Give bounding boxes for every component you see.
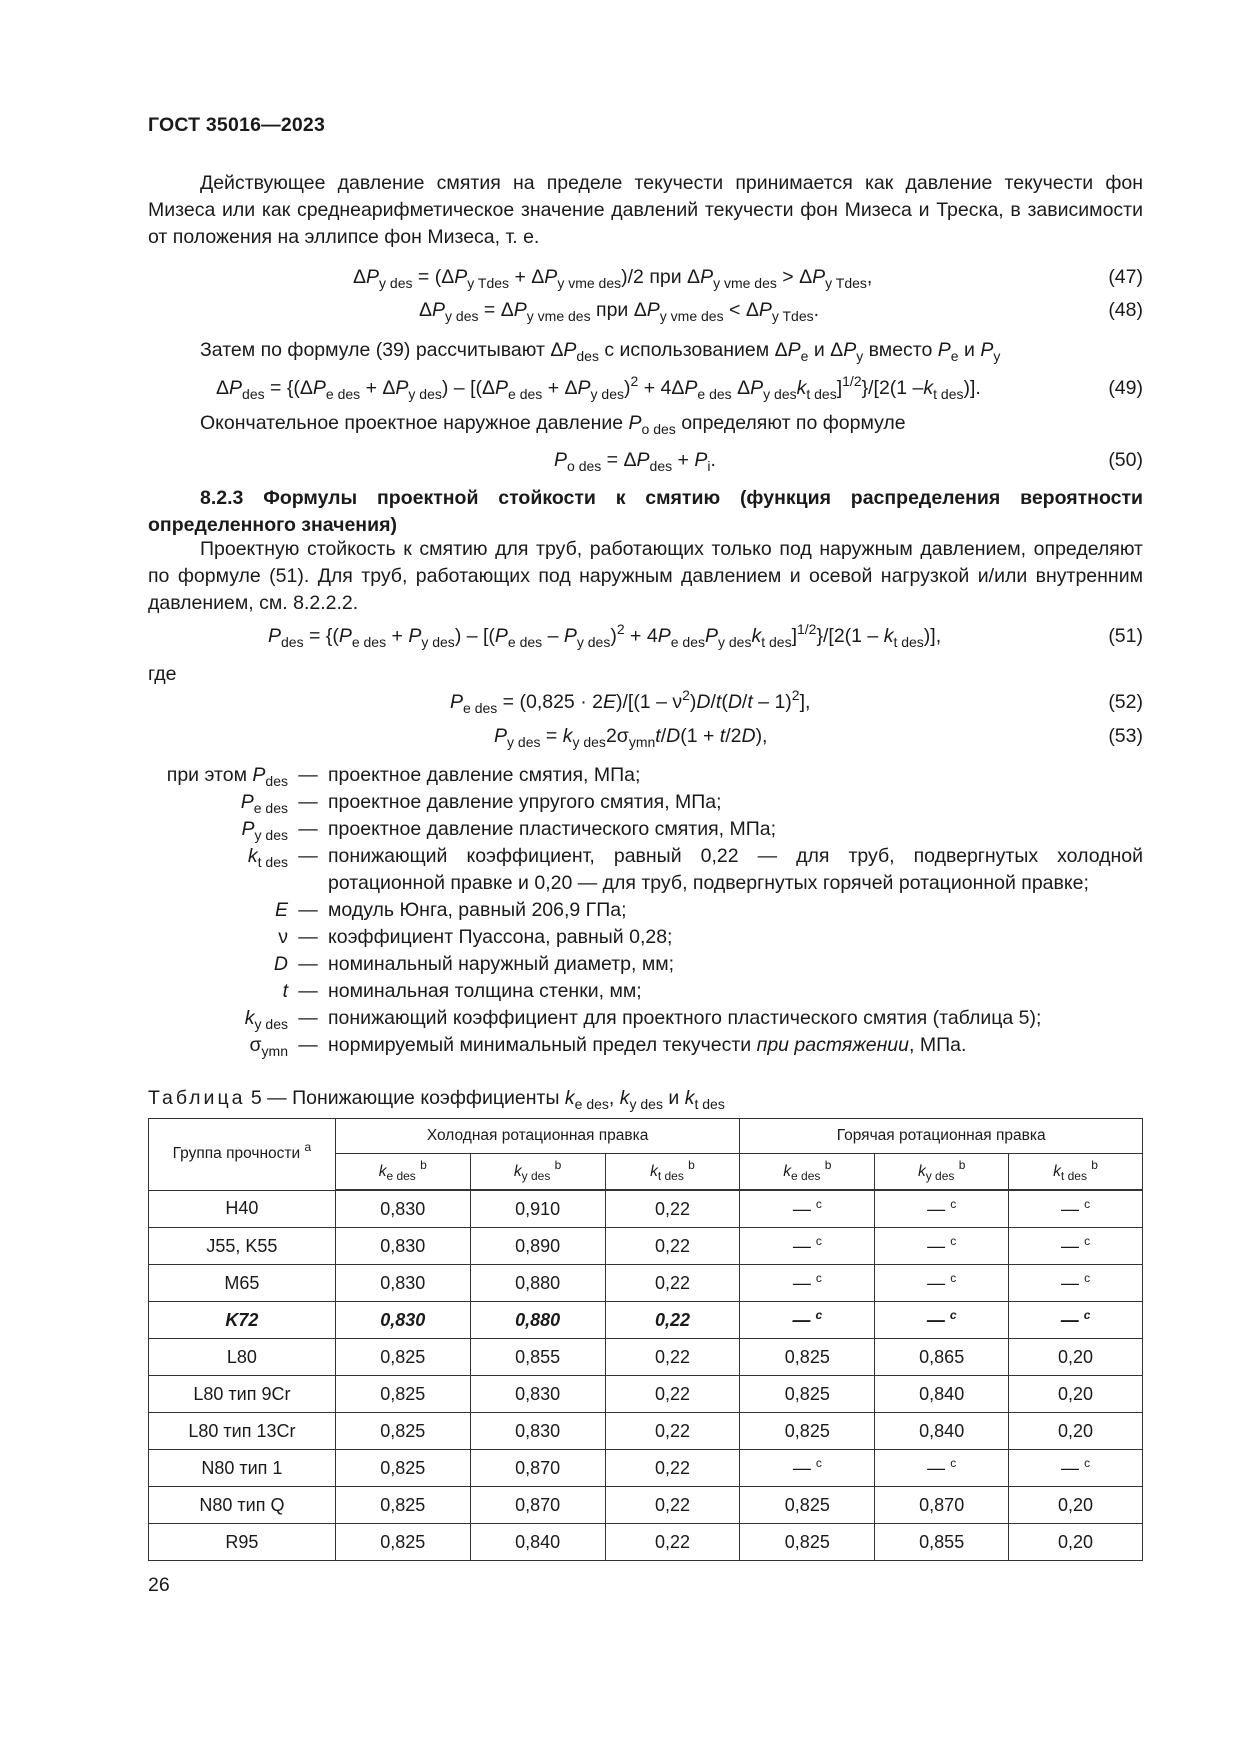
table-cell-group: M65	[149, 1265, 336, 1302]
formula-number: (51)	[1108, 625, 1143, 647]
table-cell-h2: 0,840	[875, 1376, 1009, 1413]
table-cell-group: K72	[149, 1302, 336, 1339]
table-cell-h2: 0,870	[875, 1487, 1009, 1524]
coefficients-table	[148, 1118, 1143, 1561]
table-cell-h1: — $^c$	[740, 1302, 875, 1339]
formula-number: (49)	[1108, 377, 1143, 399]
table-cell-h2: — $^c$	[875, 1265, 1009, 1302]
section-heading: 8.2.3 Формулы проектной стойкости к смятию (функция распределения вероятности определенного значения)	[148, 487, 1143, 536]
definition-text: проектное давление упругого смятия, МПа;	[328, 791, 722, 813]
table-cell-group: L80 тип 9Cr	[149, 1376, 336, 1413]
header-ke-cold: $k_{e des}$ $^b$	[335, 1154, 470, 1191]
table-cell-c1: 0,830	[335, 1265, 470, 1302]
header-ky-hot: $k_{y des}$ $^b$	[875, 1154, 1009, 1191]
table-cell-c3: 0,22	[605, 1413, 740, 1450]
then-text-d: вместо	[868, 339, 933, 361]
definition-text: проектное давление смятия, МПа;	[328, 764, 641, 786]
table-cell-c3: 0,22	[605, 1190, 740, 1228]
table-cell-c2: 0,855	[470, 1339, 605, 1376]
table-cell-group: N80 тип Q	[149, 1487, 336, 1524]
definition-text: номинальная толщина стенки, мм;	[328, 980, 642, 1002]
table-row	[149, 1524, 1143, 1561]
formula-52: $P_{e des} = (0,825 \cdot 2E)/[(1 - \nu^2)D/t(D/t - 1)^2]$, (52)	[450, 687, 1143, 716]
definition-text: коэффициент Пуассона, равный 0,28;	[328, 926, 673, 948]
definition-text: проектное давление пластического смятия, МПа;	[328, 818, 777, 840]
header-cold: Холодная ротационная правка	[335, 1119, 740, 1154]
table-cell-h3: 0,20	[1009, 1487, 1143, 1524]
definition-item: t — номинальная толщина стенки, мм;	[148, 978, 1143, 1005]
table-cell-c1: 0,825	[335, 1487, 470, 1524]
header-ke-hot: $k_{e des}$ $^b$	[740, 1154, 875, 1191]
table-cell-h3: — $^c$	[1009, 1265, 1143, 1302]
table-cell-h1: — $^c$	[740, 1228, 875, 1265]
definitions-list	[148, 762, 1143, 1059]
formula-number: (52)	[1108, 691, 1143, 713]
formula-number: (50)	[1108, 449, 1143, 471]
table-row	[149, 1487, 1143, 1524]
table-cell-c3: 0,22	[605, 1376, 740, 1413]
table-row	[149, 1450, 1143, 1487]
table-cell-h3: — $^c$	[1009, 1190, 1143, 1228]
formula-49: $\Delta P_{des} = \{(\Delta P_{e des} + \Delta P_{y des}) - [(\Delta P_{e des} + \Delta P_{y des})^2 + 4\Delta P_{e des}$ $\Delta P_{y des}k_{t des}]^{1/2}\}/[2(1$ $-k_{t des}$)]. (49)	[216, 373, 1143, 402]
table-cell-group: L80	[149, 1339, 336, 1376]
table-row	[149, 1265, 1143, 1302]
table-cell-h1: — $^c$	[740, 1190, 875, 1228]
page-number: 26	[148, 1574, 170, 1596]
header-ky-cold: $k_{y des}$ $^b$	[470, 1154, 605, 1191]
table-cell-h1: — $^c$	[740, 1265, 875, 1302]
then-text-c: и	[813, 339, 825, 361]
table-cell-h3: — $^c$	[1009, 1228, 1143, 1265]
table-cell-group: R95	[149, 1524, 336, 1561]
header-hot: Горячая ротационная правка	[740, 1119, 1143, 1154]
formula-51: $P_{des} = \{(P_{e des} + P_{y des}) - [(P_{e des} - P_{y des})^2 + 4P_{e des}P_{y des}k_{t des}]^{1/2}\}/[2(1 - k_{t des})]$, (51)	[268, 621, 1143, 650]
table-cell-c2: 0,890	[470, 1228, 605, 1265]
table-cell-c3: 0,22	[605, 1265, 740, 1302]
table-cell-h3: — $^c$	[1009, 1450, 1143, 1487]
table-cell-c1: 0,825	[335, 1413, 470, 1450]
formula-48: $\Delta P_{y des} = \Delta P_{y vme des}$ при $\Delta P_{y vme des} < \Delta P_{y Tdes}$. (48)	[148, 296, 1143, 324]
table-cell-h1: 0,825	[740, 1376, 875, 1413]
definition-item: $\sigma_{ymn}$ — нормируемый минимальный предел текучести при растяжении, МПа.	[148, 1032, 1143, 1059]
table-cell-h3: — $^c$	[1009, 1302, 1143, 1339]
table-cell-c3: 0,22	[605, 1487, 740, 1524]
table-cell-c2: 0,830	[470, 1413, 605, 1450]
definition-item: при этом $P_{des}$ — проектное давление смятия, МПа;	[148, 762, 1143, 789]
table-cell-h2: 0,855	[875, 1524, 1009, 1561]
header-kt-cold: $k_{t des}$ $^b$	[605, 1154, 740, 1191]
header-strength-group: Группа прочности $^a$	[149, 1119, 336, 1191]
table-cell-h2: — $^c$	[875, 1450, 1009, 1487]
definition-item: $k_{y des}$ — понижающий коэффициент для проектного пластического смятия (таблица 5);	[148, 1005, 1143, 1032]
table-cell-c3: 0,22	[605, 1450, 740, 1487]
table-row	[149, 1339, 1143, 1376]
table-row	[149, 1376, 1143, 1413]
formula-number: (47)	[1108, 266, 1143, 288]
definition-item: E — модуль Юнга, равный 206,9 ГПа;	[148, 897, 1143, 924]
table-cell-c3: 0,22	[605, 1524, 740, 1561]
table-caption: Таблица 5 — Понижающие коэффициенты $k_{e des}$, $k_{y des}$ и $k_{t des}$	[148, 1087, 725, 1112]
table-row	[149, 1413, 1143, 1450]
definition-item: $P_{e des}$ — проектное давление упругого смятия, МПа;	[148, 789, 1143, 816]
final-text-b: определяют по формуле	[681, 412, 906, 434]
pri-etom-label: при этом	[166, 764, 247, 786]
table-cell-h1: — $^c$	[740, 1450, 875, 1487]
table-cell-c2: 0,830	[470, 1376, 605, 1413]
table-caption-word: Таблица	[148, 1087, 246, 1109]
table-row	[149, 1302, 1143, 1339]
definition-text: понижающий коэффициент, равный 0,22 — для труб, подвергнутых холодной ротационной правке и 0,20 — для труб, подвергнутых горячей ротационной правке;	[328, 845, 1143, 894]
table-cell-c1: 0,825	[335, 1524, 470, 1561]
table-cell-h3: 0,20	[1009, 1339, 1143, 1376]
definition-item: $k_{t des}$ — понижающий коэффициент, равный 0,22 — для труб, подвергнутых холодной ротационной правке и 0,20 — для труб, подвергнутых горячей ротационной правке;	[148, 843, 1143, 897]
definition-text: номинальный наружный диаметр, мм;	[328, 953, 675, 975]
document-header: ГОСТ 35016—2023	[148, 114, 325, 136]
definition-text: нормируемый минимальный предел текучести при растяжении, МПа.	[328, 1034, 967, 1056]
table-cell-group: J55, K55	[149, 1228, 336, 1265]
table-cell-c2: 0,840	[470, 1524, 605, 1561]
final-text-a: Окончательное проектное наружное давление	[200, 412, 624, 434]
table-cell-c2: 0,910	[470, 1190, 605, 1228]
table-cell-c2: 0,870	[470, 1450, 605, 1487]
table-cell-h1: 0,825	[740, 1524, 875, 1561]
intro-paragraph: Действующее давление смятия на пределе текучести принимается как давление текучести фон Мизеса или как среднеарифметическое значение давлений текучести фон Мизеса и Треска, в зависимости от положения на эллипсе фон Мизеса, т. е.	[148, 172, 1143, 248]
table-cell-c1: 0,825	[335, 1339, 470, 1376]
table-row	[149, 1228, 1143, 1265]
then-text-e: и	[964, 339, 975, 361]
definition-item: ν — коэффициент Пуассона, равный 0,28;	[148, 924, 1143, 951]
then-text-a: Затем по формуле (39) рассчитывают	[200, 339, 545, 361]
formula-number: (53)	[1108, 725, 1143, 747]
table-cell-h3: 0,20	[1009, 1524, 1143, 1561]
table-cell-h2: — $^c$	[875, 1190, 1009, 1228]
table-cell-c3: 0,22	[605, 1228, 740, 1265]
table-cell-h2: — $^c$	[875, 1302, 1009, 1339]
formula-50: $P_{o des} = \Delta P_{des} + P_i$. (50)	[148, 446, 1143, 474]
definition-item: D — номинальный наружный диаметр, мм;	[148, 951, 1143, 978]
table-cell-h3: 0,20	[1009, 1413, 1143, 1450]
formula-53: $P_{y des} = k_{y des}2\sigma_{ymn}t/D(1 + t/2D)$, (53)	[148, 722, 1143, 750]
table-cell-c3: 0,22	[605, 1339, 740, 1376]
design-paragraph: Проектную стойкость к смятию для труб, работающих только под наружным давлением, определяют по формуле (51). Для труб, работающих под наружным давлением и осевой нагрузкой и/или внутренним давлением, см. 8.2.2.2.	[148, 538, 1143, 614]
table-cell-group: N80 тип 1	[149, 1450, 336, 1487]
table-cell-c1: 0,830	[335, 1190, 470, 1228]
then-text-b: с использованием	[604, 339, 770, 361]
where-label: где	[148, 663, 177, 685]
table-cell-h2: — $^c$	[875, 1228, 1009, 1265]
definition-text: модуль Юнга, равный 206,9 ГПа;	[328, 899, 627, 921]
formula-48-word: при	[596, 299, 629, 321]
then-line: Затем по формуле (39) рассчитывают $\Delta P_{des}$ с использованием $\Delta P_e$ и $\Delta P_y$ вместо $P_e$ и $P_y$	[200, 339, 1001, 364]
header-kt-hot: $k_{t des}$ $^b$	[1009, 1154, 1143, 1191]
table-cell-c3: 0,22	[605, 1302, 740, 1339]
table-cell-c2: 0,880	[470, 1265, 605, 1302]
table-cell-h1: 0,825	[740, 1487, 875, 1524]
definition-text: понижающий коэффициент для проектного пластического смятия (таблица 5);	[328, 1007, 1042, 1029]
table-cell-h1: 0,825	[740, 1339, 875, 1376]
table-cell-c2: 0,870	[470, 1487, 605, 1524]
table-cell-c1: 0,830	[335, 1302, 470, 1339]
table-row	[149, 1190, 1143, 1228]
table-cell-c2: 0,880	[470, 1302, 605, 1339]
table-cell-c1: 0,825	[335, 1376, 470, 1413]
formula-47: $\Delta P_{y des} = (\Delta P_{y Tdes} + \Delta P_{y vme des})/2$ при $\Delta P_{y vme des} > \Delta P_{y Tdes}$, (47)	[148, 263, 1143, 291]
table-cell-group: L80 тип 13Cr	[149, 1413, 336, 1450]
table-cell-group: H40	[149, 1190, 336, 1228]
formula-47-word: при	[649, 266, 682, 288]
table-cell-h2: 0,865	[875, 1339, 1009, 1376]
final-line: Окончательное проектное наружное давление $P_{o des}$ определяют по формуле	[200, 412, 906, 437]
formula-number: (48)	[1108, 299, 1143, 321]
table-cell-c1: 0,830	[335, 1228, 470, 1265]
table-cell-h3: 0,20	[1009, 1376, 1143, 1413]
definition-item: $P_{y des}$ — проектное давление пластического смятия, МПа;	[148, 816, 1143, 843]
table-cell-h2: 0,840	[875, 1413, 1009, 1450]
table-cell-h1: 0,825	[740, 1413, 875, 1450]
table-cell-c1: 0,825	[335, 1450, 470, 1487]
table-header-row	[149, 1119, 1143, 1154]
